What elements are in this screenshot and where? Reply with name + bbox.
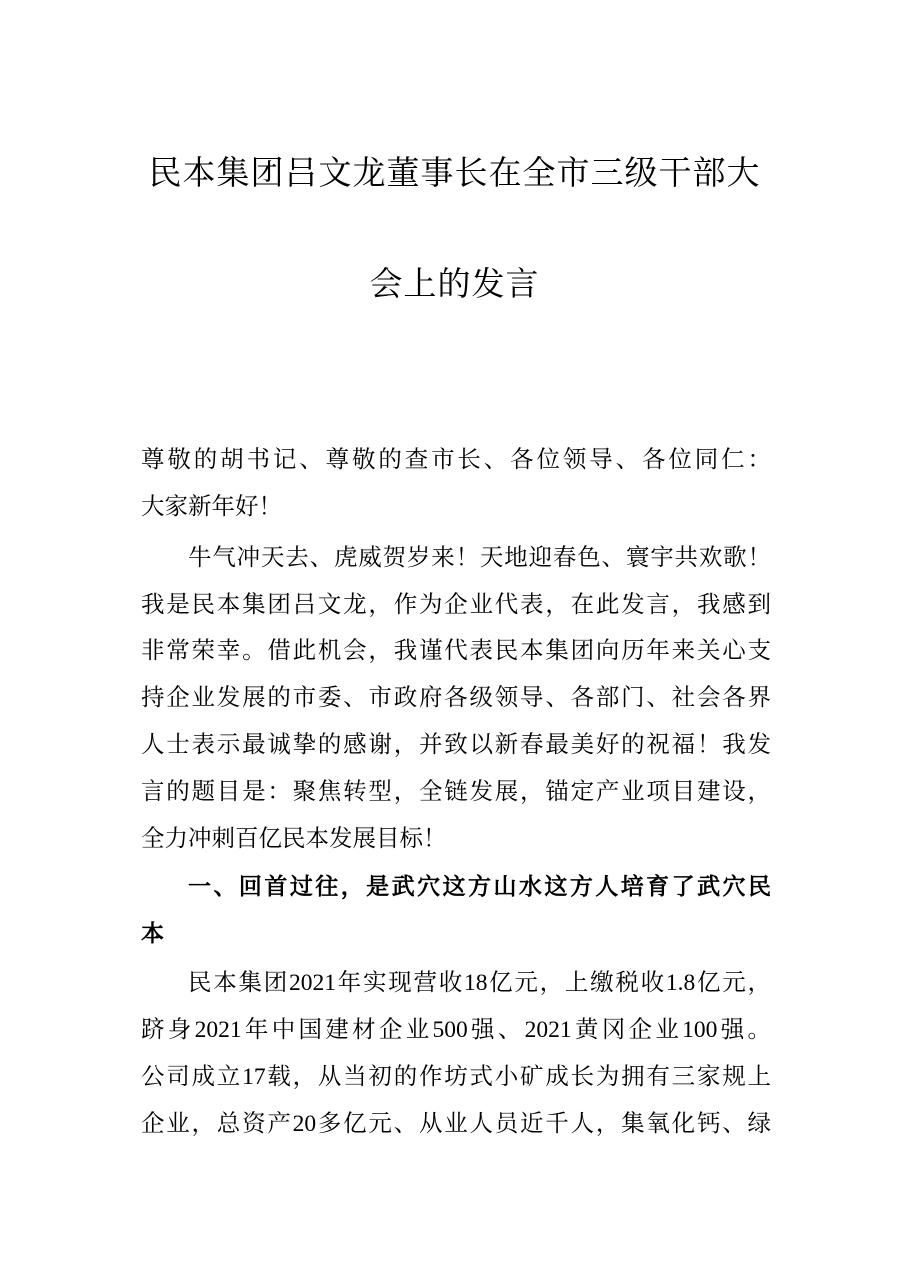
salutation: 尊敬的胡书记、尊敬的查市长、各位领导、各位同仁：	[141, 447, 771, 473]
paragraph-2-line-3: 公司成立17载，从当初的作坊式小矿成长为拥有三家规上	[141, 1064, 771, 1090]
paragraph-1-line-7: 全力冲刺百亿民本发展目标！	[141, 826, 447, 852]
greeting: 大家新年好！	[141, 494, 282, 520]
paragraph-1-line-3: 非常荣幸。借此机会，我谨代表民本集团向历年来关心支	[141, 638, 771, 664]
section-1-heading-line-1: 一、回首过往，是武穴这方山水这方人培育了武穴民	[188, 874, 771, 900]
paragraph-2-line-2: 跻身2021年中国建材企业500强、2021黄冈企业100强。	[141, 1017, 771, 1043]
paragraph-2-line-4: 企业，总资产20多亿元、从业人员近千人，集氧化钙、绿	[141, 1111, 771, 1137]
paragraph-1-line-1: 牛气冲天去、虎威贺岁来！天地迎春色、寰宇共欢歌！	[188, 545, 771, 571]
paragraph-2-line-1: 民本集团2021年实现营收18亿元，上缴税收1.8亿元，	[188, 970, 771, 996]
paragraph-1-line-6: 言的题目是：聚焦转型，全链发展，锚定产业项目建设，	[141, 779, 771, 805]
document-title-line-1: 民本集团吕文龙董事长在全市三级干部大	[148, 153, 761, 192]
paragraph-1-line-2: 我是民本集团吕文龙，作为企业代表，在此发言，我感到	[141, 592, 771, 618]
paragraph-1-line-5: 人士表示最诚挚的感谢，并致以新春最美好的祝福！我发	[141, 732, 771, 758]
section-1-heading-line-2: 本	[141, 921, 164, 947]
document-title-line-2: 会上的发言	[369, 264, 540, 303]
paragraph-1-line-4: 持企业发展的市委、市政府各级领导、各部门、社会各界	[141, 685, 771, 711]
